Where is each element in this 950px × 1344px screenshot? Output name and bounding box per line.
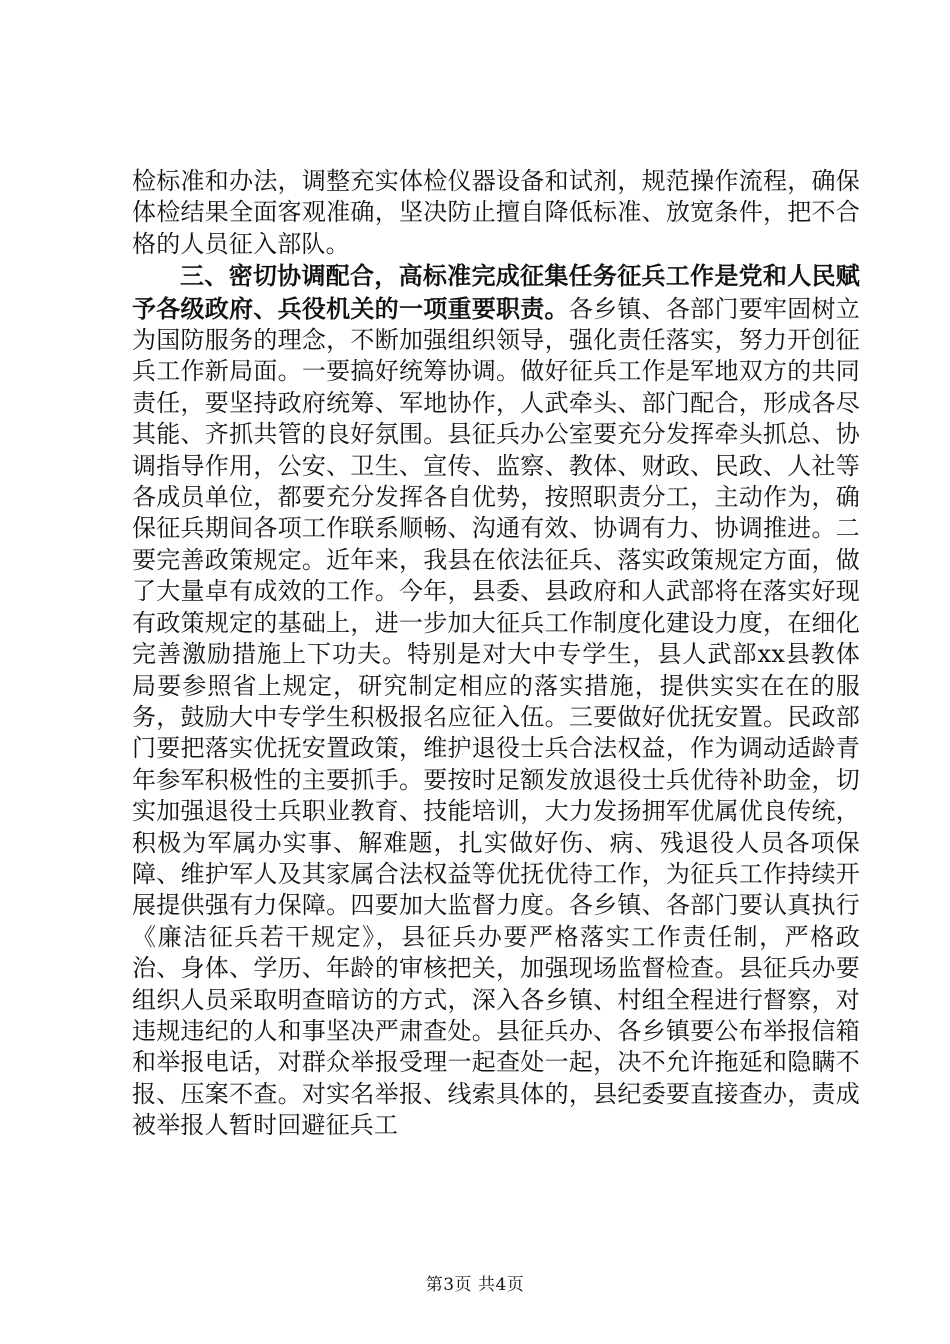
paragraph-section-three bbox=[132, 260, 860, 1141]
paragraph-text: 各乡镇、各部门要牢固树立为国防服务的理念，不断加强组织领导，强化责任落实，努力开创征兵工作新局面。一要搞好统筹协调。做好征兵工作是军地双方的共同责任，要坚持政府统筹、军地协作，人武牵头、部门配合，形成各尽其能、齐抓共管的良好氛围。县征兵办公室要充分发挥牵头抓总、协调指导作用，公安、卫生、宣传、监察、教体、财政、民政、人社等各成员单位，都要充分发挥各自优势，按照职责分工，主动作为，确保征兵期间各项工作联系顺畅、沟通有效、协调有力、协调推进。二要完善政策规定。近年来，我县在依法征兵、落实政策规定方面，做了大量卓有成效的工作。今年，县委、县政府和人武部将在落实好现有政策规定的基础上，进一步加大征兵工作制度化建设力度，在细化完善激励措施上下功夫。特别是对大中专学生，县人武部xx县教体局要参照省上规定，研究制定相应的落实措施，提供实实在在的服务，鼓励大中专学生积极报名应征入伍。三要做好优抚安置。民政部门要把落实优抚安置政策，维护退役士兵合法权益，作为调动适龄青年参军积极性的主要抓手。要按时足额发放退役士兵优待补助金，切实加强退役士兵职业教育、技能培训，大力发扬拥军优属优良传统，积极为军属办实事、解难题，扎实做好伤、病、残退役人员各项保障、维护军人及其家属合法权益等优抚优待工作，为征兵工作持续开展提供强有力保障。四要加大监督力度。各乡镇、各部门要认真执行《廉洁征兵若干规定》，县征兵办要严格落实工作责任制，严格政治、身体、学历、年龄的审核把关，加强现场监督检查。县征兵办要组织人员采取明查暗访的方式，深入各乡镇、村组全程进行督察，对违规违纪的人和事坚决严肃查处。县征兵办、各乡镇要公布举报信箱和举报电话，对群众举报受理一起查处一起，决不允许拖延和隐瞒不报、压案不查。对实名举报、线索具体的，县纪委要直接查办，责成被举报人暂时回避征兵工 bbox=[132, 294, 860, 1140]
document-body bbox=[132, 166, 860, 1142]
paragraph-continuation bbox=[132, 166, 860, 260]
paragraph-text: 检标准和办法，调整充实体检仪器设备和试剂，规范操作流程，确保体检结果全面客观准确，坚决防止擅自降低标准、放宽条件，把不合格的人员征入部队。 bbox=[132, 167, 860, 258]
page-number-footer: 第3页 共4页 bbox=[425, 1275, 525, 1295]
section-heading: 三、密切协调配合，高标准完成征集任务征兵工作是党和人民赋予各级政府、兵役机关的一项重要职责。 bbox=[132, 261, 860, 323]
